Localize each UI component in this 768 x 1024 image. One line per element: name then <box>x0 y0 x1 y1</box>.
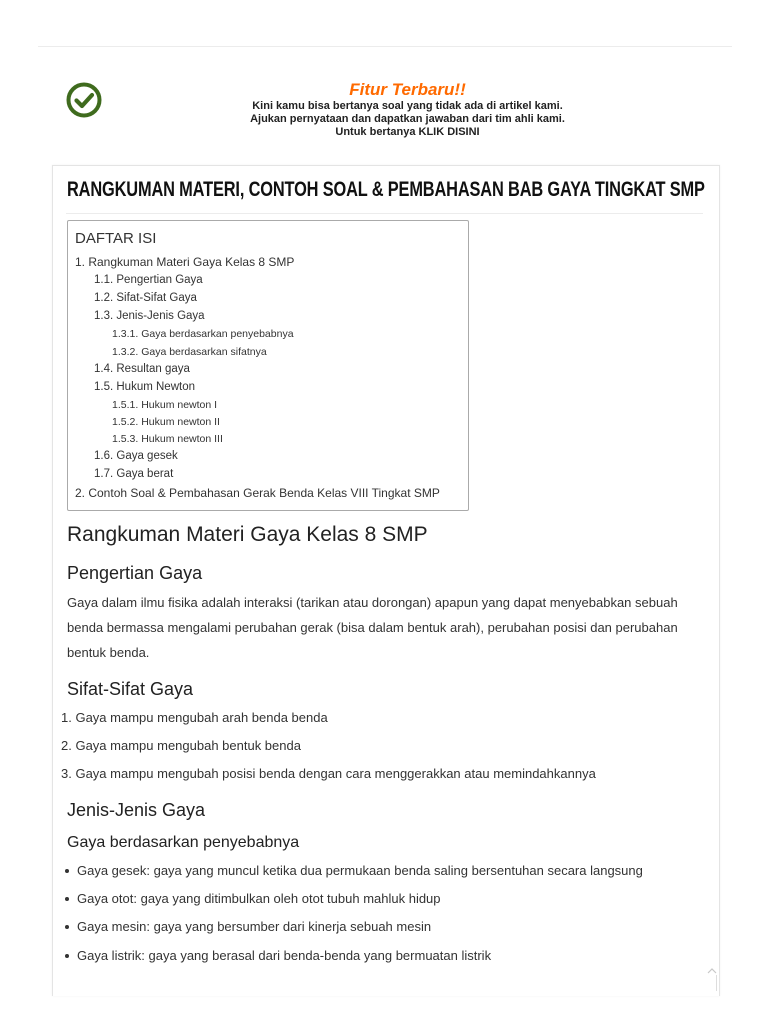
promo-line-2: Ajukan pernyataan dan dapatkan jawaban dari tim ahli kami. <box>250 113 565 125</box>
article-card <box>52 165 720 996</box>
title-divider <box>66 213 703 214</box>
toc-link[interactable]: 1.2. Sifat-Sifat Gaya <box>94 292 197 304</box>
promo-line-1: Kini kamu bisa bertanya soal yang tidak ada di artikel kami. <box>252 100 563 112</box>
toc-link[interactable]: 1.3.2. Gaya berdasarkan sifatnya <box>112 346 267 358</box>
toc-link[interactable]: 1.7. Gaya berat <box>94 468 174 480</box>
bullet-icon <box>65 897 69 901</box>
toc-link[interactable]: 1.3. Jenis-Jenis Gaya <box>94 310 205 322</box>
scroll-edge <box>716 975 717 991</box>
toc-link[interactable]: 1.1. Pengertian Gaya <box>94 274 203 286</box>
bullet-icon <box>65 869 69 873</box>
toc-link[interactable]: 1.5.1. Hukum newton I <box>112 399 218 411</box>
section-heading: Rangkuman Materi Gaya Kelas 8 SMP <box>67 523 428 546</box>
promo-text <box>180 80 635 139</box>
article-title: RANGKUMAN MATERI, CONTOH SOAL & PEMBAHASAN BAB GAYA TINGKAT SMP <box>67 178 705 201</box>
promo-banner <box>0 78 768 148</box>
toc-link[interactable]: 1.5.3. Hukum newton III <box>112 433 223 445</box>
list-item: Gaya otot: gaya yang ditimbulkan oleh otot tubuh mahluk hidup <box>65 891 441 906</box>
bullet-icon <box>65 925 69 929</box>
subsection-heading: Pengertian Gaya <box>67 563 203 583</box>
list-item: Gaya gesek: gaya yang muncul ketika dua permukaan benda saling bersentuhan secara langsung <box>65 863 643 878</box>
top-divider <box>38 46 732 47</box>
toc-link[interactable]: 2. Contoh Soal & Pembahasan Gerak Benda Kelas VIII Tingkat SMP <box>75 486 440 500</box>
paragraph: Gaya dalam ilmu fisika adalah interaksi (tarikan atau dorongan) apapun yang dapat menyebabkan sebuah benda bermassa mengalami perubahan gerak (bisa dalam bentuk arah), perubahan posisi dan perubahan bentuk benda. <box>67 595 678 660</box>
subsection-heading: Sifat-Sifat Gaya <box>67 679 194 699</box>
toc-link[interactable]: 1.4. Resultan gaya <box>94 363 190 375</box>
toc-link[interactable]: 1.6. Gaya gesek <box>94 450 178 462</box>
bullet-icon <box>65 954 69 958</box>
toc-link[interactable]: 1.5. Hukum Newton <box>94 381 195 393</box>
toc-link[interactable]: 1. Rangkuman Materi Gaya Kelas 8 SMP <box>75 255 295 269</box>
list-item: 1. Gaya mampu mengubah arah benda benda <box>61 710 328 725</box>
promo-ask-link[interactable]: Untuk bertanya KLIK DISINI <box>335 126 480 138</box>
list-item: 2. Gaya mampu mengubah bentuk benda <box>61 738 301 753</box>
toc-link[interactable]: 1.5.2. Hukum newton II <box>112 416 220 428</box>
list-item: Gaya mesin: gaya yang bersumber dari kinerja sebuah mesin <box>65 919 431 934</box>
toc-heading: DAFTAR ISI <box>75 230 157 247</box>
table-of-contents <box>67 220 469 511</box>
promo-title: Fitur Terbaru!! <box>349 80 466 99</box>
toc-link[interactable]: 1.3.1. Gaya berdasarkan penyebabnya <box>112 328 294 340</box>
subsubsection-heading: Gaya berdasarkan penyebabnya <box>67 834 300 851</box>
chevron-up-icon[interactable] <box>703 964 721 978</box>
list-item: Gaya listrik: gaya yang berasal dari benda-benda yang bermuatan listrik <box>65 948 491 963</box>
list-item: 3. Gaya mampu mengubah posisi benda dengan cara menggerakkan atau memindahkannya <box>61 766 596 781</box>
subsection-heading: Jenis-Jenis Gaya <box>67 800 206 820</box>
check-circle-icon <box>66 82 102 118</box>
